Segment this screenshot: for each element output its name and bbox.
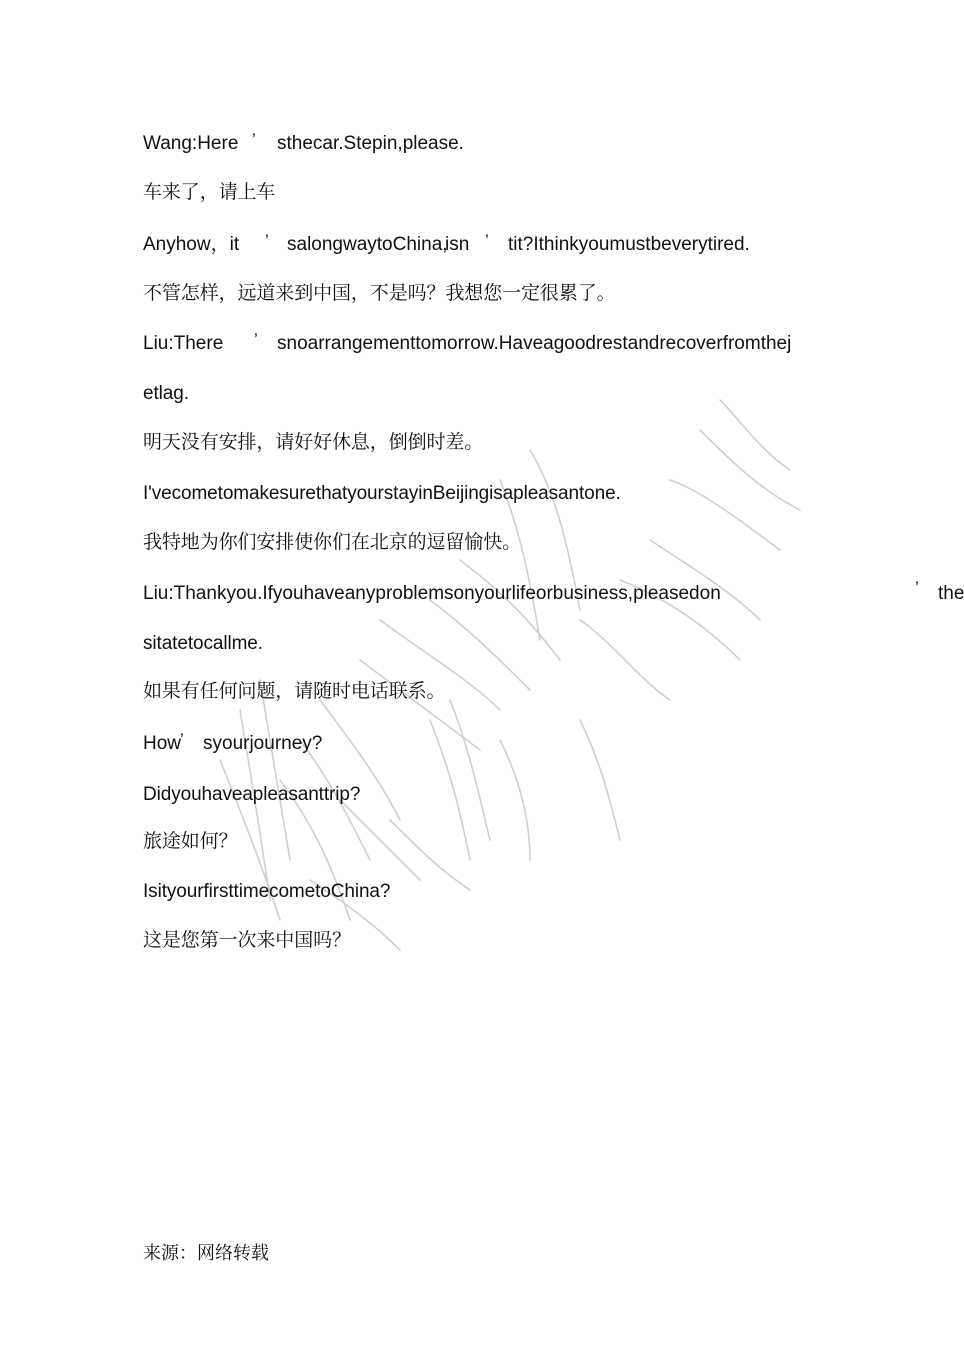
line-11-text: sitatetocallme. (143, 633, 263, 654)
line-8-text: I'vecometomakesurethatyourstayinBeijingisapleasantone. (143, 483, 621, 504)
line-4-chinese: 不管怎样，远道来到中国，不是吗？我想您一定很累了。 (143, 282, 616, 304)
line-9-chinese: 我特地为你们安排使你们在北京的逗留愉快。 (143, 531, 522, 553)
line-5-speaker: Liu:There (143, 333, 224, 354)
line-10-apostrophe: ’ (915, 578, 919, 597)
line-13-apostrophe: ’ (180, 730, 184, 749)
line-3-part-c: isn (445, 234, 470, 255)
line-13-part-b: syourjourney? (203, 733, 323, 754)
line-3-part-a: Anyhow，it (143, 234, 240, 255)
line-10-text: Liu:Thankyou.Ifyouhaveanyproblemsonyourlifeorbusiness,pleasedon (143, 583, 721, 604)
line-14-text: Didyouhaveapleasanttrip? (143, 784, 361, 805)
line-3-part-d: tit?Ithinkyoumustbeverytired. (508, 234, 750, 255)
line-3-apostrophe-2: ’ (485, 231, 489, 250)
line-1-text: sthecar.Stepin,please. (277, 133, 464, 154)
line-1-speaker: Wang:Here (143, 133, 239, 154)
line-5-apostrophe: ’ (254, 330, 258, 349)
line-12-chinese: 如果有任何问题，请随时电话联系。 (143, 680, 446, 702)
line-5-text: snoarrangementtomorrow.Haveagoodrestandrecoverfromthej (277, 333, 792, 354)
line-3-apostrophe-1: ’ (265, 231, 269, 250)
line-1-apostrophe: ’ (252, 130, 256, 149)
line-17-chinese: 这是您第一次来中国吗？ (143, 929, 351, 951)
line-10-tail: the (938, 583, 964, 604)
line-3-part-b: salongwaytoChina, (287, 234, 448, 255)
line-6-text: etlag. (143, 383, 189, 404)
line-2-chinese: 车来了，请上车 (143, 181, 276, 203)
source-footer: 来源：网络转载 (143, 1243, 269, 1264)
line-7-chinese: 明天没有安排，请好好休息，倒倒时差。 (143, 431, 484, 453)
line-16-text: IsityourfirsttimecometoChina? (143, 881, 391, 902)
line-13-part-a: How (143, 733, 182, 754)
line-15-chinese: 旅途如何？ (143, 830, 238, 852)
